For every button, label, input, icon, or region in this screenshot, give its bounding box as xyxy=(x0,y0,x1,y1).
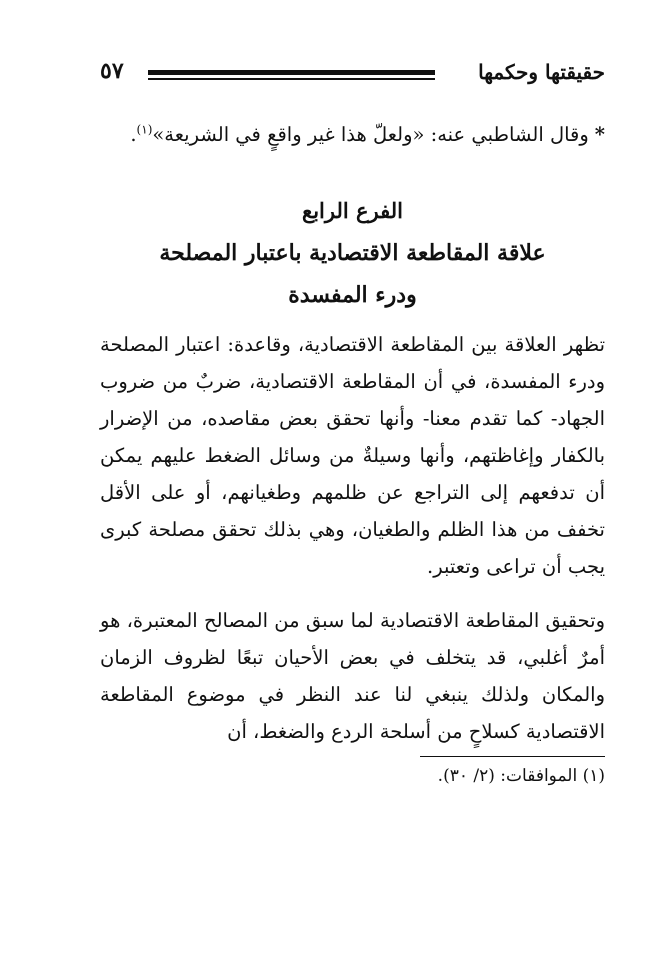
section-title-line-2: ودرء المفسدة xyxy=(288,282,417,308)
footnote-separator xyxy=(420,756,605,757)
page-header xyxy=(100,60,605,90)
quote-end: . xyxy=(130,123,137,146)
footnote-1: (١) الموافقات: (٢/ ٣٠). xyxy=(437,766,605,786)
section-title-line-1: علاقة المقاطعة الاقتصادية باعتبار المصلحة xyxy=(159,240,546,266)
page-number: ٥٧ xyxy=(100,58,124,84)
header-rule xyxy=(148,70,435,82)
quote-paragraph xyxy=(100,116,605,153)
section-branch-heading: الفرع الرابع xyxy=(302,198,403,223)
quote-text: وقال الشاطبي عنه: «ولعلّ هذا غير واقعٍ في الشريعة» xyxy=(152,123,589,146)
bullet-star: * xyxy=(594,123,605,146)
section-title xyxy=(100,232,605,316)
body-paragraph-1: تظهر العلاقة بين المقاطعة الاقتصادية، وقاعدة: اعتبار المصلحة ودرء المفسدة، في أن المقاطعة الاقتصادية، ضربٌ من ضروب الجهاد- كما تقدم معنا- وأنها تحقق بعض مقاصده، من الإضرار بالكفار وإغاظتهم، وأنها وسيلةٌ من وسائل الضغط عليهم يمكن أن تدفعهم إلى التراجع عن ظلمهم وطغيانهم، أو على الأقل تخفف من هذا الظلم والطغيان، وهي بذلك تحقق مصلحة كبرى يجب أن تراعى وتعتبر. xyxy=(100,333,605,578)
body-paragraph-2: وتحقيق المقاطعة الاقتصادية لما سبق من المصالح المعتبرة، هو أمرٌ أغلبي، قد يتخلف في بعض الأحيان تبعًا لظروف الزمان والمكان ولذلك ينبغي لنا عند النظر في موضوع المقاطعة الاقتصادية كسلاحٍ من أسلحة الردع والضغط، أن xyxy=(100,609,605,743)
running-title: حقيقتها وحكمها xyxy=(478,60,605,84)
footnote-reference: (١) xyxy=(136,122,153,137)
header-rule-thick xyxy=(148,70,435,75)
header-rule-thin xyxy=(148,78,435,80)
